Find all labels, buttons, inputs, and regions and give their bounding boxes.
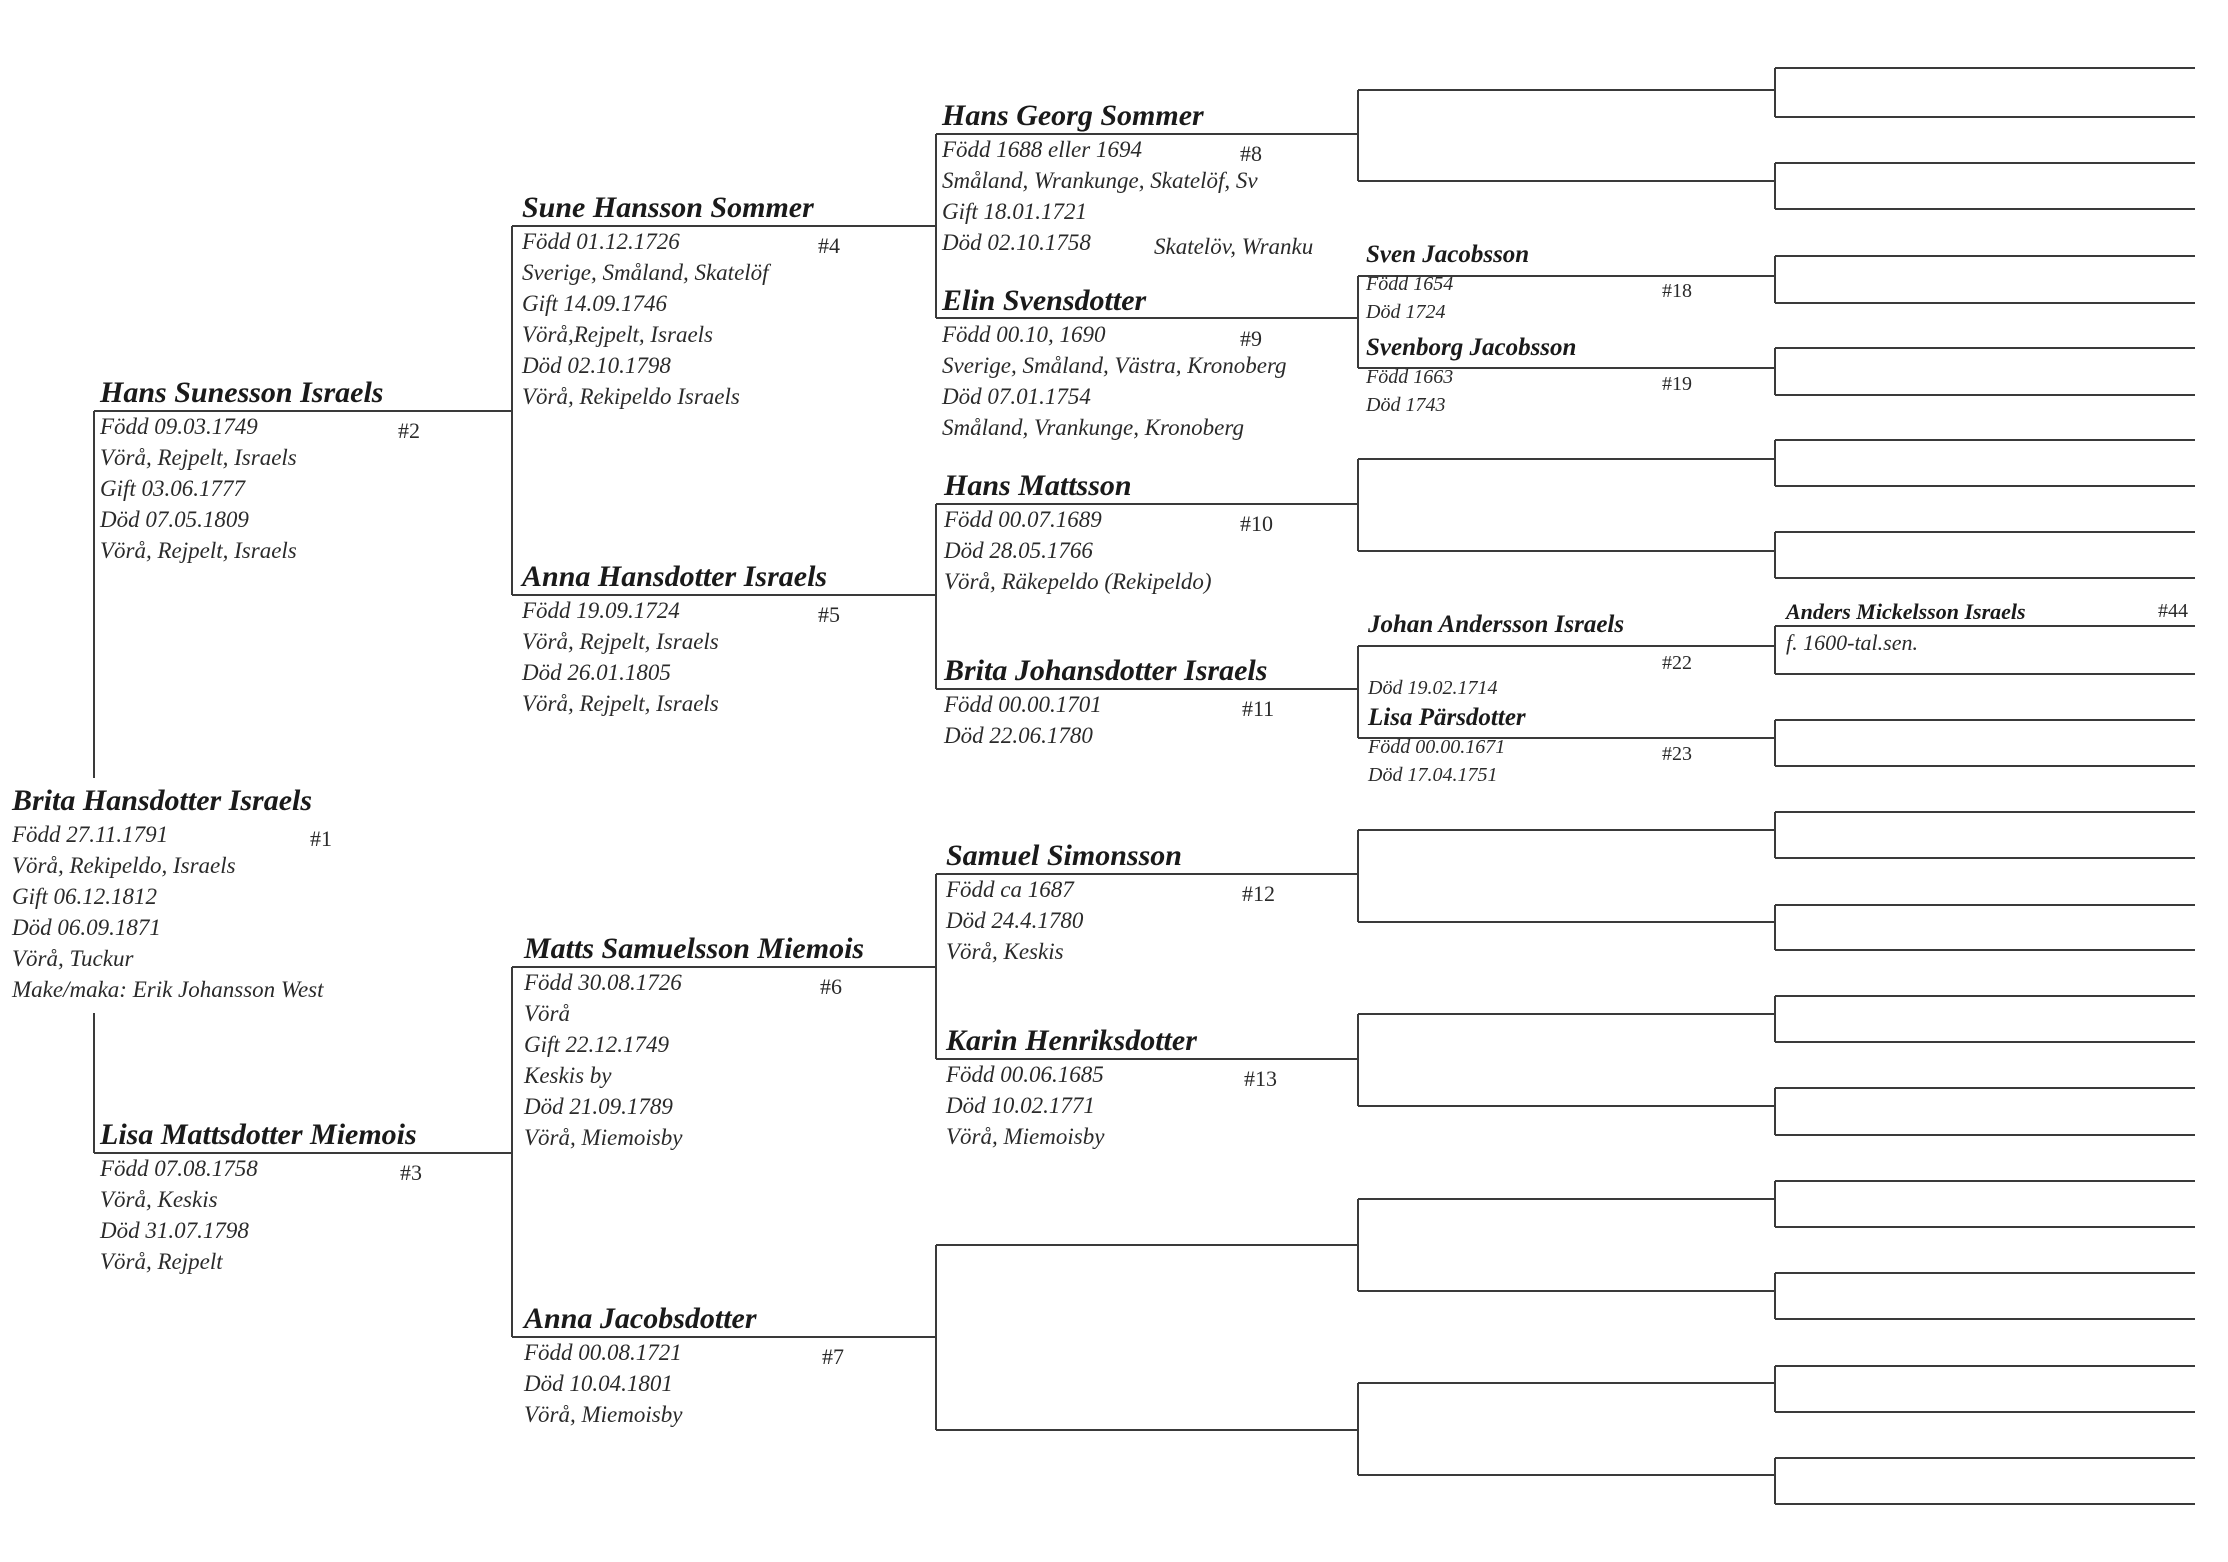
detail-line: Gift 18.01.1721 (942, 199, 1088, 224)
detail-line: Död 21.09.1789 (524, 1094, 673, 1119)
detail-line: Död 02.10.1758 (942, 230, 1091, 255)
detail-line: Död 07.05.1809 (100, 507, 249, 532)
detail-line: Vörå,Rejpelt, Israels (522, 322, 713, 347)
person-number: #18 (1662, 280, 1692, 302)
detail-line: Född 09.03.1749 (100, 414, 258, 439)
detail-line: Vörå, Miemoisby (946, 1124, 1105, 1149)
detail-line: Född ca 1687 (946, 877, 1074, 902)
person-number: #6 (820, 974, 842, 999)
person-number: #3 (400, 1160, 422, 1185)
detail-line: Vörå, Rejpelt, Israels (100, 445, 297, 470)
person-name: Matts Samuelsson Miemois (524, 932, 865, 965)
person-2 (100, 375, 383, 566)
person-name: Hans Sunesson Israels (100, 376, 384, 409)
detail-line: Född 27.11.1791 (12, 822, 169, 847)
detail-line: Vörå, Rejpelt, Israels (522, 691, 719, 716)
detail-line: Född 19.09.1724 (522, 598, 680, 623)
person-name: Lisa Mattsdotter Miemois (100, 1118, 417, 1151)
detail-line: Död 17.04.1751 (1368, 764, 1498, 786)
detail-line: Född 00.08.1721 (524, 1340, 682, 1365)
person-number: #4 (818, 233, 840, 258)
detail-line: Född 00.07.1689 (944, 507, 1102, 532)
person-3 (100, 1117, 417, 1277)
detail-line: Född 1663 (1366, 366, 1454, 388)
detail-line: Död 02.10.1798 (522, 353, 671, 378)
person-number: #10 (1240, 511, 1273, 536)
person-name: Lisa Pärsdotter (1368, 704, 1526, 731)
person-name: Karin Henriksdotter (946, 1024, 1197, 1057)
person-name: Sune Hansson Sommer (522, 191, 814, 224)
detail-line: Död 22.06.1780 (944, 723, 1093, 748)
detail-line: Död 10.04.1801 (524, 1371, 673, 1396)
person-7 (524, 1301, 757, 1430)
detail-line: Keskis by (524, 1063, 612, 1088)
detail-line: Småland, Vrankunge, Kronoberg (942, 415, 1244, 440)
person-name: Brita Hansdotter Israels (12, 784, 313, 817)
person-11 (944, 653, 1267, 751)
detail-line: Född 07.08.1758 (100, 1156, 258, 1181)
detail-line: Vörå, Tuckur (12, 946, 134, 971)
person-23 (1368, 703, 1526, 789)
person-number: #23 (1662, 743, 1692, 765)
person-name: Sven Jacobsson (1366, 241, 1530, 268)
detail-line: Död 1724 (1366, 301, 1446, 323)
person-number: #8 (1240, 141, 1262, 166)
death-date: Död 19.02.1714 (1368, 677, 1498, 699)
person-number: #11 (1242, 696, 1275, 721)
person-name: Svenborg Jacobsson (1366, 334, 1577, 361)
person-name: Elin Svensdotter (942, 284, 1147, 317)
person-name: Hans Georg Sommer (942, 99, 1204, 132)
detail-line: Vörå, Keskis (946, 939, 1064, 964)
detail-line: Vörå, Rekipeldo Israels (522, 384, 740, 409)
person-name: Brita Johansdotter Israels (944, 654, 1268, 687)
death-place: Skatelöv, Wranku (1154, 234, 1314, 259)
detail-line: Död 1743 (1366, 394, 1446, 416)
person-13 (946, 1023, 1197, 1152)
detail-line: Född 00.00.1701 (944, 692, 1102, 717)
detail-line: Född 01.12.1726 (522, 229, 680, 254)
detail-line: Vörå, Rejpelt, Israels (100, 538, 297, 563)
person-10 (944, 468, 1212, 597)
person-number: #9 (1240, 326, 1262, 351)
person-name: Anders Mickelsson Israels (1786, 599, 2026, 624)
detail-line: Död 06.09.1871 (12, 915, 161, 940)
detail-line: Make/maka: Erik Johansson West (12, 977, 324, 1002)
detail-line: Död 24.4.1780 (946, 908, 1084, 933)
detail-line: Vörå, Miemoisby (524, 1402, 683, 1427)
detail-line: Gift 06.12.1812 (12, 884, 158, 909)
person-44 (1786, 597, 2026, 658)
detail-line: Död 07.01.1754 (942, 384, 1091, 409)
person-name: Anna Jacobsdotter (524, 1302, 757, 1335)
detail-line: Vörå, Räkepeldo (Rekipeldo) (944, 569, 1212, 594)
person-number: #2 (398, 418, 420, 443)
detail-line: Född 30.08.1726 (524, 970, 682, 995)
person-number: #7 (822, 1344, 844, 1369)
person-4 (522, 190, 814, 412)
detail-line: Född 00.06.1685 (946, 1062, 1104, 1087)
person-1 (12, 783, 324, 1005)
person-9 (942, 283, 1287, 443)
detail-line: Vörå, Rejpelt, Israels (522, 629, 719, 654)
detail-line: Vörå, Miemoisby (524, 1125, 683, 1150)
detail-line: Född 00.00.1671 (1368, 736, 1506, 758)
person-number: #22 (1662, 652, 1692, 674)
person-name: Anna Hansdotter Israels (522, 560, 828, 593)
detail-line: Född 1688 eller 1694 (942, 137, 1142, 162)
person-number: #19 (1662, 373, 1692, 395)
person-19 (1366, 333, 1576, 419)
detail-line: Död 31.07.1798 (100, 1218, 249, 1243)
detail-line: Död 26.01.1805 (522, 660, 671, 685)
person-number: #1 (310, 826, 332, 851)
detail-line: Vörå (524, 1001, 570, 1026)
person-5 (522, 559, 827, 719)
person-name: Samuel Simonsson (946, 839, 1182, 872)
person-12 (946, 838, 1182, 967)
detail-line: Död 10.02.1771 (946, 1093, 1095, 1118)
person-number: #13 (1244, 1066, 1277, 1091)
person-name: Johan Andersson Israels (1368, 611, 1625, 638)
person-number: #44 (2158, 600, 2188, 622)
person-6 (524, 931, 864, 1153)
detail-line: Vörå, Rekipeldo, Israels (12, 853, 236, 878)
person-name: Hans Mattsson (944, 469, 1132, 502)
person-18 (1366, 240, 1529, 326)
detail-line: Gift 22.12.1749 (524, 1032, 670, 1057)
detail-line: Död 28.05.1766 (944, 538, 1093, 563)
person-number: #5 (818, 602, 840, 627)
detail-line: Sverige, Småland, Skatelöf (522, 260, 769, 285)
detail-line: Småland, Wrankunge, Skatelöf, Sv (942, 168, 1258, 193)
detail-line: Född 00.10, 1690 (942, 322, 1106, 347)
detail-line: Gift 14.09.1746 (522, 291, 668, 316)
detail-line: f. 1600-tal.sen. (1786, 630, 1918, 655)
detail-line: Sverige, Småland, Västra, Kronoberg (942, 353, 1287, 378)
detail-line: Född 1654 (1366, 273, 1454, 295)
detail-line: Vörå, Rejpelt (100, 1249, 223, 1274)
person-number: #12 (1242, 881, 1275, 906)
person-22 (1368, 610, 1624, 640)
detail-line: Gift 03.06.1777 (100, 476, 246, 501)
detail-line: Vörå, Keskis (100, 1187, 218, 1212)
